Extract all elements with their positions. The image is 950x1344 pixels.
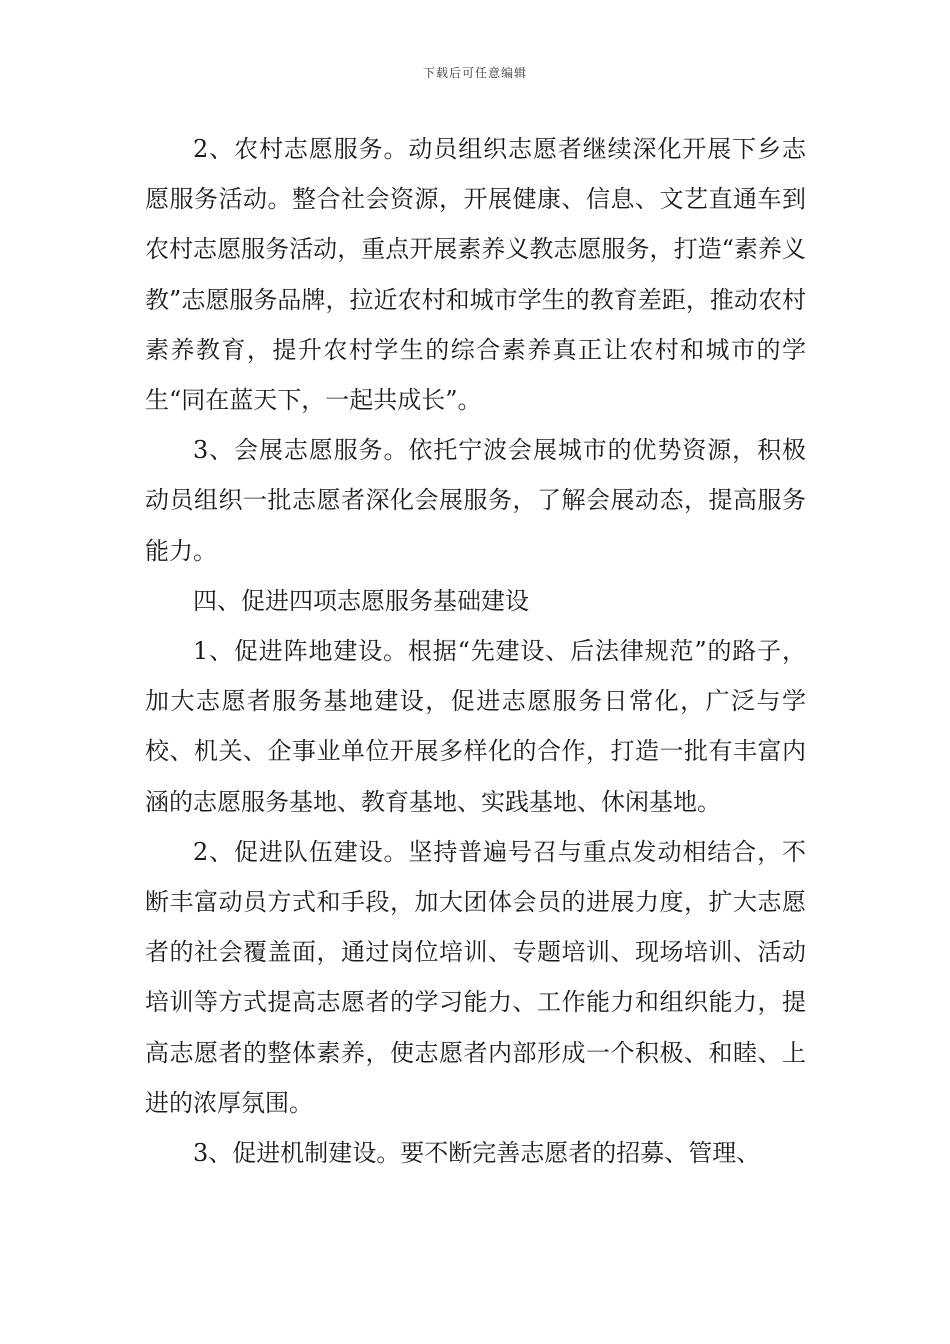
paragraph-rural-service: 2、农村志愿服务。动员组织志愿者继续深化开展下乡志愿服务活动。整合社会资源，开展健康、信息、文艺直通车到农村志愿服务活动，重点开展素养义教志愿服务，打造“素养义教”志愿服务品牌，拉近农村和城市学生的教育差距，推动农村素养教育，提升农村学生的综合素养真正让农村和城市的学生“同在蓝天下，一起共成长”。 <box>145 135 806 415</box>
page-header: 下载后可任意编辑 <box>422 66 527 80</box>
paragraph-team-construction: 2、促进队伍建设。坚持普遍号召与重点发动相结合，不断丰富动员方式和手段，加大团体会员的进展力度，扩大志愿者的社会覆盖面，通过岗位培训、专题培训、现场培训、活动培训等方式提高志愿者的学习能力、工作能力和组织能力，提高志愿者的整体素养，使志愿者内部形成一个积极、和睦、上进的浓厚氛围。 <box>145 837 806 1117</box>
document-body <box>145 124 806 1178</box>
paragraph-mechanism-construction: 3、促进机制建设。要不断完善志愿者的招募、管理、 <box>193 1139 761 1168</box>
paragraph-exhibition-service: 3、会展志愿服务。依托宁波会展城市的优势资源，积极动员组织一批志愿者深化会展服务，了解会展动态，提高服务能力。 <box>145 436 806 565</box>
section-heading-four: 四、促进四项志愿服务基础建设 <box>193 586 529 615</box>
paragraph-base-construction: 1、促进阵地建设。根据“先建设、后法律规范”的路子，加大志愿者服务基地建设，促进志愿服务日常化，广泛与学校、机关、企事业单位开展多样化的合作，打造一批有丰富内涵的志愿服务基地、教育基地、实践基地、休闲基地。 <box>145 637 806 816</box>
